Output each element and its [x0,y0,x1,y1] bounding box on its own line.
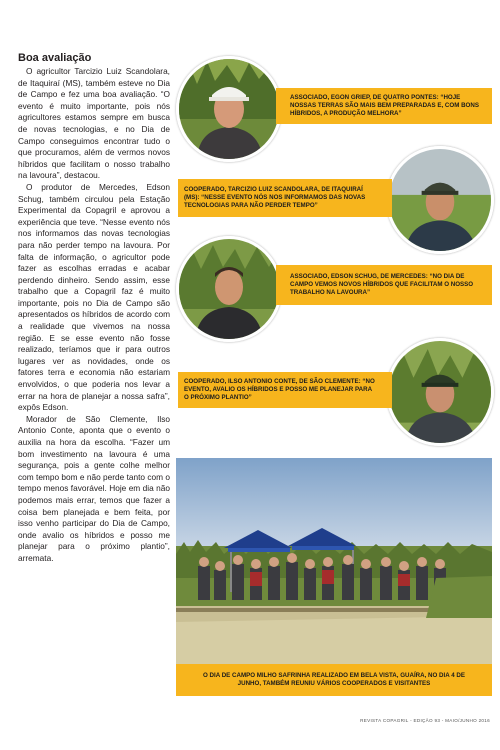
portrait-ilso-conte [386,338,494,446]
quote-box: COOPERADO, ILSO ANTONIO CONTE, DE SÃO CLEMENTE: “NO EVENTO, AVALIO OS HÍBRIDOS E POSSO ME PLANEJAR PARA O PRÓXIMO PLANTIO” [178,372,392,408]
article-body [18,66,170,565]
quote-box: COOPERADO, TARCIZIO LUIZ SCANDOLARA, DE ITAQUIRAÍ (MS): “NESSE EVENTO NÓS NOS INFORMAMOS DAS NOVAS TECNOLOGIAS PARA NÃO PERDER TEMPO” [178,179,392,217]
quote-box: ASSOCIADO, EGON GRIEP, DE QUATRO PONTES: “HOJE NOSSAS TERRAS SÃO MAIS BEM PREPARADAS E, COM BONS HÍBRIDOS, A PRODUÇÃO MELHORA” [276,88,492,124]
page-footer: REVISTA COPAGRIL - EDIÇÃO 93 - MAIO/JUNHO 2016 [360,718,490,723]
article-column [18,52,170,565]
article-paragraph: O produtor de Mercedes, Edson Schug, também circulou pela Estação Experimental da Copagril e aprovou a experiência que teve. “Nesse evento nós nos informamos das novas tecnologias para não perder tempo na lavoura. Por falta de informação, o agricultor pode fazer as escolhas erradas e acabar perdendo dinheiro. Sendo assim, esse trabalho que a Copagril faz é muito importante, pois no Dia de Campo são apresentados os híbridos de acordo com a realidade que vivemos na nossa região. E se esse evento não fosse realizado, teríamos que ir para outros lugares ver as novidades, onde os fatores terra e economia não estariam envolvidos, o que poderia nos levar a errar na hora de planejar a nossa safra”, expôs Edson. [18,181,170,413]
article-paragraph: O agricultor Tarcizio Luiz Scandolara, de Itaquiraí (MS), também esteve no Dia de Campo e fez uma boa avaliação. “O evento é muito importante, pois nós agricultores estamos sempre em busca de novas tecnologias, e no Dia de Campo conseguimos encontrar tudo o que procuramos, além de vermos novos híbridos que facilitam o nosso trabalho na lavoura”, destacou. [18,66,170,181]
article-paragraph: Morador de São Clemente, Ilso Antonio Conte, aponta que o evento o auxilia na hora da escolha. “Fazer um bom investimento na lavoura é uma segurança, pois a gente colhe melhor com tempo bom e não perde tanto com o tempo menos favorável. Hoje em dia não podemos mais errar, temos que fazer a coisa bem planejada e bem feita, por isso venho participar do Dia de Campo, onde avalio os híbridos e posso me planejar para o próximo plantio”, arremata. [18,413,170,563]
portrait-edson-schug [176,236,282,342]
portrait-tarcizio-scandolara [386,146,494,254]
group-photo [176,458,492,664]
quote-box: ASSOCIADO, EDSON SCHUG, DE MERCEDES: “NO DIA DE CAMPO VEMOS NOVOS HÍBRIDOS QUE FACILITAM O NOSSO TRABALHO NA LAVOURA” [276,265,492,305]
portrait-egon-griep [176,56,282,162]
section-heading: Boa avaliação [18,52,92,64]
group-photo-caption: O DIA DE CAMPO MILHO SAFRINHA REALIZADO EM BELA VISTA, GUAÍRA, NO DIA 4 DE JUNHO, TAMBÉM REUNIU VÁRIOS COOPERADOS E VISITANTES [176,664,492,696]
